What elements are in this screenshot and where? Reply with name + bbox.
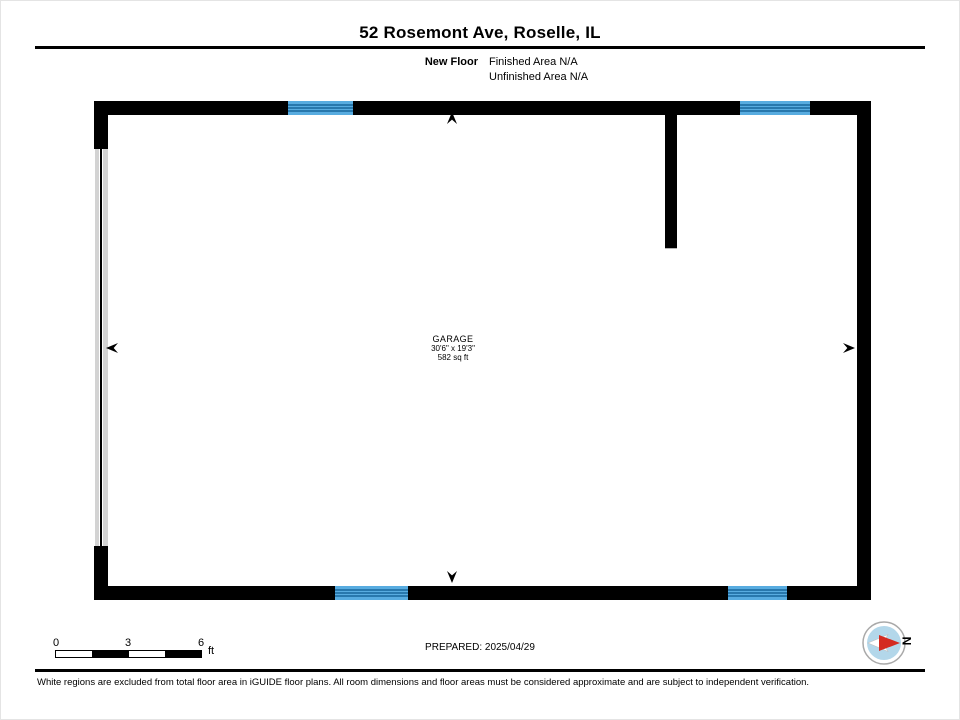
wall-interior-partition — [665, 115, 677, 249]
room-name: GARAGE — [432, 334, 474, 344]
arrow-down-icon — [447, 571, 457, 583]
window-top-right — [740, 101, 810, 115]
room-dimensions: 30'6" x 19'3" — [431, 344, 475, 353]
finished-area-text: Finished Area N/A — [489, 56, 578, 68]
window-top-left — [288, 101, 353, 115]
scale-unit-label: ft — [208, 645, 215, 657]
room-label — [373, 335, 533, 362]
prepared-date: PREPARED: 2025/04/29 — [425, 642, 535, 653]
scale-tick-0: 0 — [52, 637, 60, 649]
scale-tick-6: 6 — [197, 637, 205, 649]
title-divider — [35, 46, 925, 49]
unfinished-area-text: Unfinished Area N/A — [489, 71, 589, 83]
compass-north-label: N — [899, 636, 914, 646]
wall-right — [857, 101, 871, 600]
room-area: 582 sq ft — [437, 353, 469, 362]
footer-divider — [35, 669, 925, 672]
garage-door-panel — [103, 149, 108, 546]
garage-door — [94, 149, 108, 546]
floor-name: New Floor — [424, 56, 478, 68]
page-title: 52 Rosemont Ave, Roselle, IL — [359, 23, 601, 42]
window-bottom-right — [728, 586, 787, 600]
garage-door-panel — [95, 149, 100, 546]
arrow-right-icon — [843, 343, 855, 353]
scale-tick-3: 3 — [124, 637, 132, 649]
garage-door-centerline — [100, 149, 102, 546]
window-bottom-left — [335, 586, 408, 600]
disclaimer-text: White regions are excluded from total floor area in iGUIDE floor plans. All room dimensions and floor areas must be considered approximate and are subject to independent verification. — [37, 677, 810, 688]
